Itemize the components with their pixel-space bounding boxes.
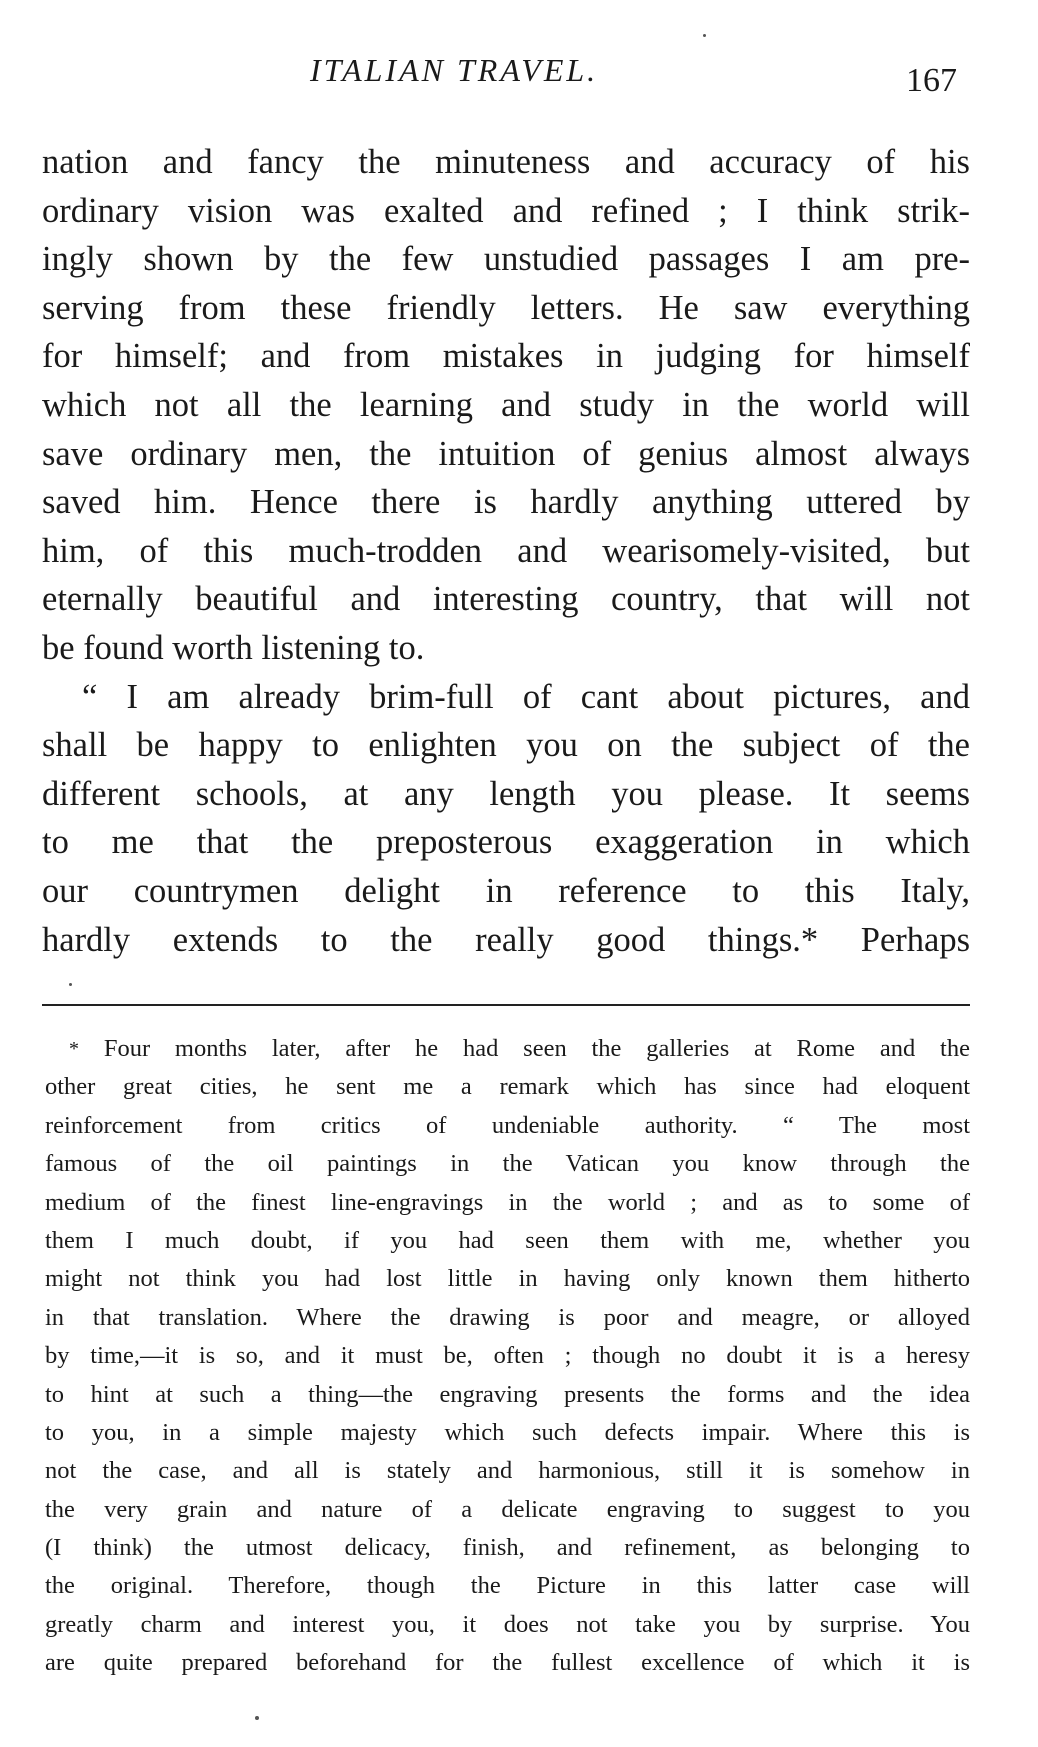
text-line: hardly extends to the really good things.* Perhaps xyxy=(42,920,970,959)
body-text xyxy=(42,138,970,964)
scan-speck xyxy=(69,983,72,986)
footnote-marker: * xyxy=(69,1038,79,1060)
text-line: save ordinary men, the intuition of genius almost always xyxy=(42,434,970,473)
footnote-line: greatly charm and interest you, it does not take you by surprise. You xyxy=(45,1610,970,1638)
text-line: for himself; and from mistakes in judging for himself xyxy=(42,337,970,376)
footnote-line: other great cities, he sent me a remark which has since had eloquent xyxy=(45,1073,970,1101)
text-line: him, of this much-trodden and wearisomely-visited, but xyxy=(42,531,970,570)
footnote-line: not the case, and all is stately and harmonious, still it is somehow in xyxy=(45,1457,970,1485)
footnote-line: reinforcement from critics of undeniable authority. “ The most xyxy=(45,1111,970,1139)
text-line: saved him. Hence there is hardly anything uttered by xyxy=(42,483,970,522)
footnote-line: the original. Therefore, though the Picture in this latter case will xyxy=(45,1572,970,1600)
footnote-line: are quite prepared beforehand for the fullest excellence of which it is xyxy=(45,1649,970,1677)
scan-speck xyxy=(255,1716,259,1720)
footnote-line: them I much doubt, if you had seen them with me, whether you xyxy=(45,1226,970,1254)
footnote-line: might not think you had lost little in having only known them hitherto xyxy=(45,1265,970,1293)
footnote-line xyxy=(45,1030,970,1068)
text-line: serving from these friendly letters. He saw everything xyxy=(42,288,970,327)
text-line: to me that the preposterous exaggeration in which xyxy=(42,823,970,862)
text-line: our countrymen delight in reference to this Italy, xyxy=(42,871,970,910)
footnote-line: the very grain and nature of a delicate engraving to suggest to you xyxy=(45,1495,970,1523)
running-title: ITALIAN TRAVEL. xyxy=(310,52,599,88)
text-line: nation and fancy the minuteness and accuracy of his xyxy=(42,143,970,181)
scan-speck xyxy=(703,34,706,37)
text-line: shall be happy to enlighten you on the subject of the xyxy=(42,726,970,765)
text-line: eternally beautiful and interesting country, that will not xyxy=(42,580,970,619)
footnote xyxy=(45,1030,970,1683)
footnote-line: by time,—it is so, and it must be, often ; though no doubt it is a heresy xyxy=(45,1342,970,1370)
footnote-line: in that translation. Where the drawing is poor and meagre, or alloyed xyxy=(45,1303,970,1331)
footnote-line: to you, in a simple majesty which such defects impair. Where this is xyxy=(45,1418,970,1446)
footnote-line-text: Four months later, after he had seen the galleries at Rome and the xyxy=(103,1035,970,1062)
footnote-line: to hint at such a thing—the engraving presents the forms and the idea xyxy=(45,1380,970,1408)
page-number: 167 xyxy=(906,62,957,99)
text-line: ordinary vision was exalted and refined ; I think strik- xyxy=(42,191,970,230)
text-line: different schools, at any length you please. It seems xyxy=(42,774,970,813)
footnote-line: (I think) the utmost delicacy, finish, and refinement, as belonging to xyxy=(45,1534,970,1562)
text-line: which not all the learning and study in the world will xyxy=(42,385,970,424)
text-line: be found worth listening to. xyxy=(42,628,425,667)
footnote-line: medium of the finest line-engravings in the world ; and as to some of xyxy=(45,1188,970,1216)
footnote-line: famous of the oil paintings in the Vatican you know through the xyxy=(45,1150,970,1178)
text-line: ingly shown by the few unstudied passages I am pre- xyxy=(42,240,970,279)
text-line: “ I am already brim-full of cant about pictures, and xyxy=(82,677,970,716)
footnote-divider xyxy=(42,1004,970,1006)
